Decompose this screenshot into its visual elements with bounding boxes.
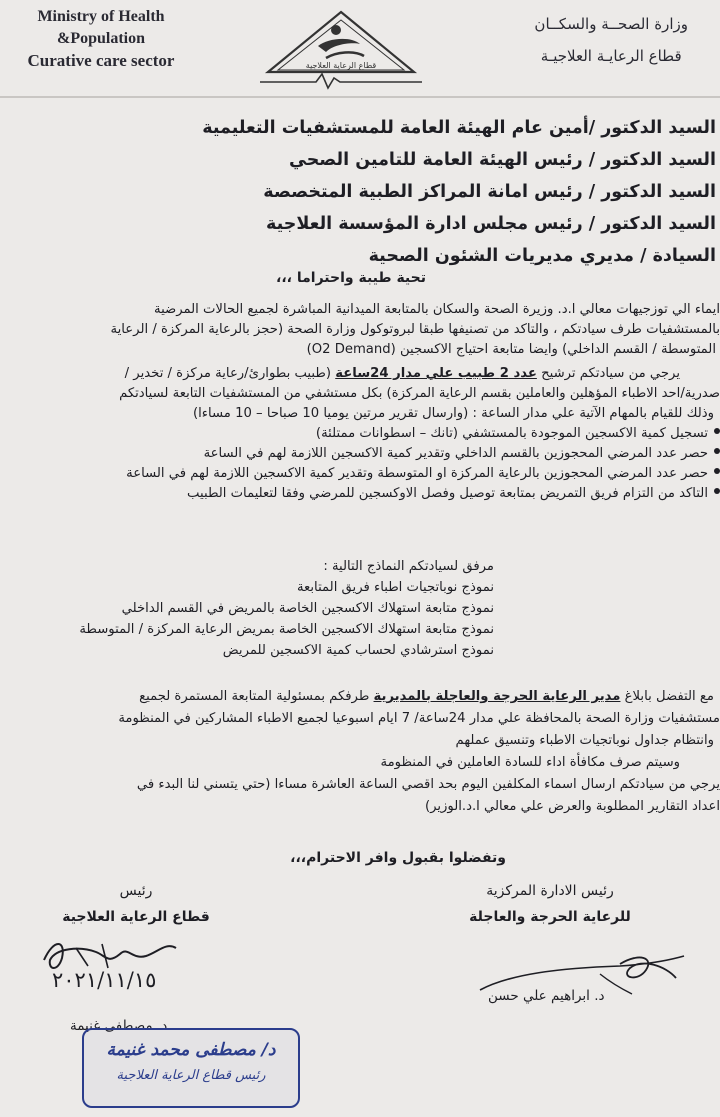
stamp-name: د/ مصطفى محمد غنيمة [106, 1040, 276, 1060]
body-line: اعداد التقارير المطلوبة والعرض علي معالي ا.د.الوزير) [424, 799, 720, 814]
body-line [0, 686, 720, 708]
body-line: وانتظام جداول نوباتجيات الاطباء وتنسيق عملهم [455, 733, 714, 748]
task-list [0, 424, 720, 504]
header-english [6, 6, 196, 72]
body-line: المتوسطة / القسم الداخلي) وايضا متابعة احتياج الاكسجين (O2 Demand) [306, 342, 716, 357]
signatory-title: رئيس الادارة المركزية [486, 883, 614, 899]
body-line: مستشفيات وزارة الصحة بالمحافظة علي مدار 24ساعة/ 7 ايام اسبوعيا لجميع الاطباء المشاركين في المنظومة [118, 711, 720, 726]
addressee-line: السيد الدكتور / رئيس امانة المراكز الطبية المتخصصة [263, 182, 716, 202]
greeting: تحية طيبة واحتراما ،،، [276, 270, 426, 286]
request-specialties: (طبيب بطوارئ/رعاية مركزة / تخدير / [124, 366, 332, 381]
signature-block-left [36, 878, 236, 930]
followup-rest: طرفكم بمسئولية المتابعة المستمرة لجميع [139, 689, 370, 704]
attachments-title: مرفق لسيادتكم النماذج التالية : [323, 559, 494, 574]
signatory-department: للرعاية الحرجة والعاجلة [469, 909, 631, 925]
request-paragraph [0, 364, 720, 424]
header-arabic [534, 8, 688, 72]
request-start: يرجي من سيادتكم ترشيح [541, 366, 680, 381]
intro-paragraph [0, 300, 720, 360]
signatory-name-right: د. ابراهيم علي حسن [488, 988, 605, 1004]
ministry-name-en: Ministry of Health [37, 8, 165, 25]
followup-start: مع التفضل بابلاغ [624, 689, 714, 704]
signatory-title: رئيس [119, 883, 153, 899]
attachment-item: نموذج نوباتجيات اطباء فريق المتابعة [296, 580, 494, 595]
header-divider [0, 96, 720, 98]
attachment-item: نموذج متابعة استهلاك الاكسجين الخاصة بمريض الرعاية المركزة / المتوسطة [79, 622, 494, 637]
ministry-population-en: &Population [56, 30, 145, 47]
task-item: تسجيل كمية الاكسجين الموجودة بالمستشفي (تانك – اسطوانات ممتلئة) [0, 424, 720, 444]
closing-salutation: وتفضلوا بقبول وافر الاحترام،،، [290, 850, 506, 866]
logo-caption: قطاع الرعاية العلاجية [305, 61, 377, 70]
followup-paragraph [0, 686, 720, 818]
task-item: التاكد من التزام فريق التمريض بمتابعة توصيل وفصل الاوكسجين للمرضي وفقا لتعليمات الطبيب [0, 484, 720, 504]
signature-block-right [450, 878, 650, 930]
addressee-line: السيد الدكتور / رئيس الهيئة العامة للتامين الصحي [288, 150, 716, 170]
ministry-logo [256, 8, 426, 90]
body-line [0, 364, 720, 384]
attachment-item: نموذج استرشادي لحساب كمية الاكسجين للمريض [222, 643, 494, 658]
ministry-name-ar: وزارة الصحــة والسكــان [534, 15, 688, 33]
official-stamp [82, 1028, 300, 1108]
body-line: وذلك للقيام بالمهام الآتية علي مدار الساعة : (وارسال تقرير مرتين يوميا 10 صباحا – 10 مساءا) [193, 406, 714, 421]
attachments [0, 556, 720, 661]
addressee-line: السيادة / مديري مديريات الشئون الصحية [368, 246, 716, 266]
body-line: وسيتم صرف مكافأة اداء للسادة العاملين في المنظومة [380, 755, 680, 770]
bullet-icon [714, 448, 720, 454]
stamp-title: رئيس قطاع الرعاية العلاجية [116, 1068, 266, 1083]
body-line: بالمستشفيات طرف سيادتكم ، والتاكد من تصنيفها طبقا لبروتوكول وزارة الصحة (حجز بالرعاية المركزة / الرعاية [110, 322, 720, 337]
addressee-line: السيد الدكتور /أمين عام الهيئة العامة للمستشفيات التعليمية [202, 118, 716, 138]
bullet-icon [714, 428, 720, 434]
attachment-item: نموذج متابعة استهلاك الاكسجين الخاصة بالمريض في القسم الداخلي [121, 601, 494, 616]
addressee-line: السيد الدكتور / رئيس مجلس ادارة المؤسسة العلاجية [266, 214, 716, 234]
signatory-name-left: د. مصطفى غنيمة [70, 1018, 168, 1034]
bullet-icon [714, 488, 720, 494]
body-line: صدرية/احد الاطباء المؤهلين والعاملين بقسم الرعاية المركزة) بكل مستشفي من المستشفيات التابعة لسيادتكم [119, 386, 720, 401]
request-doctors-count: عدد 2 طبيب علي مدار 24ساعة [335, 366, 537, 381]
body-line: ايماء الي توزجيهات معالي ا.د. وزيرة الصحة والسكان بالمتابعة الميدانية المباشرة لجميع الحالات المرضية [154, 302, 720, 317]
sector-name-ar: قطاع الرعايـة العلاجيـة [540, 47, 682, 65]
sector-name-en: Curative care sector [27, 51, 175, 70]
critical-care-director: مدير الرعاية الحرجة والعاجلة بالمديرية [373, 689, 621, 704]
addressee-list [16, 112, 716, 272]
task-item: حصر عدد المرضي المحجوزين بالرعاية المركزة او المتوسطة وتقدير كمية الاكسجين اللازمة لهم في الساعة [0, 464, 720, 484]
handwritten-date: ٢٠٢١/١١/١٥ [52, 968, 157, 992]
bullet-icon [714, 468, 720, 474]
signatory-department: قطاع الرعاية العلاجية [62, 909, 210, 925]
body-line: يرجي من سيادتكم ارسال اسماء المكلفين اليوم بحد اقصي الساعة العاشرة مساءا (حتي يتسني لنا البدء في [136, 777, 720, 792]
task-item: حصر عدد المرضي المحجوزين بالقسم الداخلي وتقدير كمية الاكسجين اللازمة لهم في الساعة [0, 444, 720, 464]
